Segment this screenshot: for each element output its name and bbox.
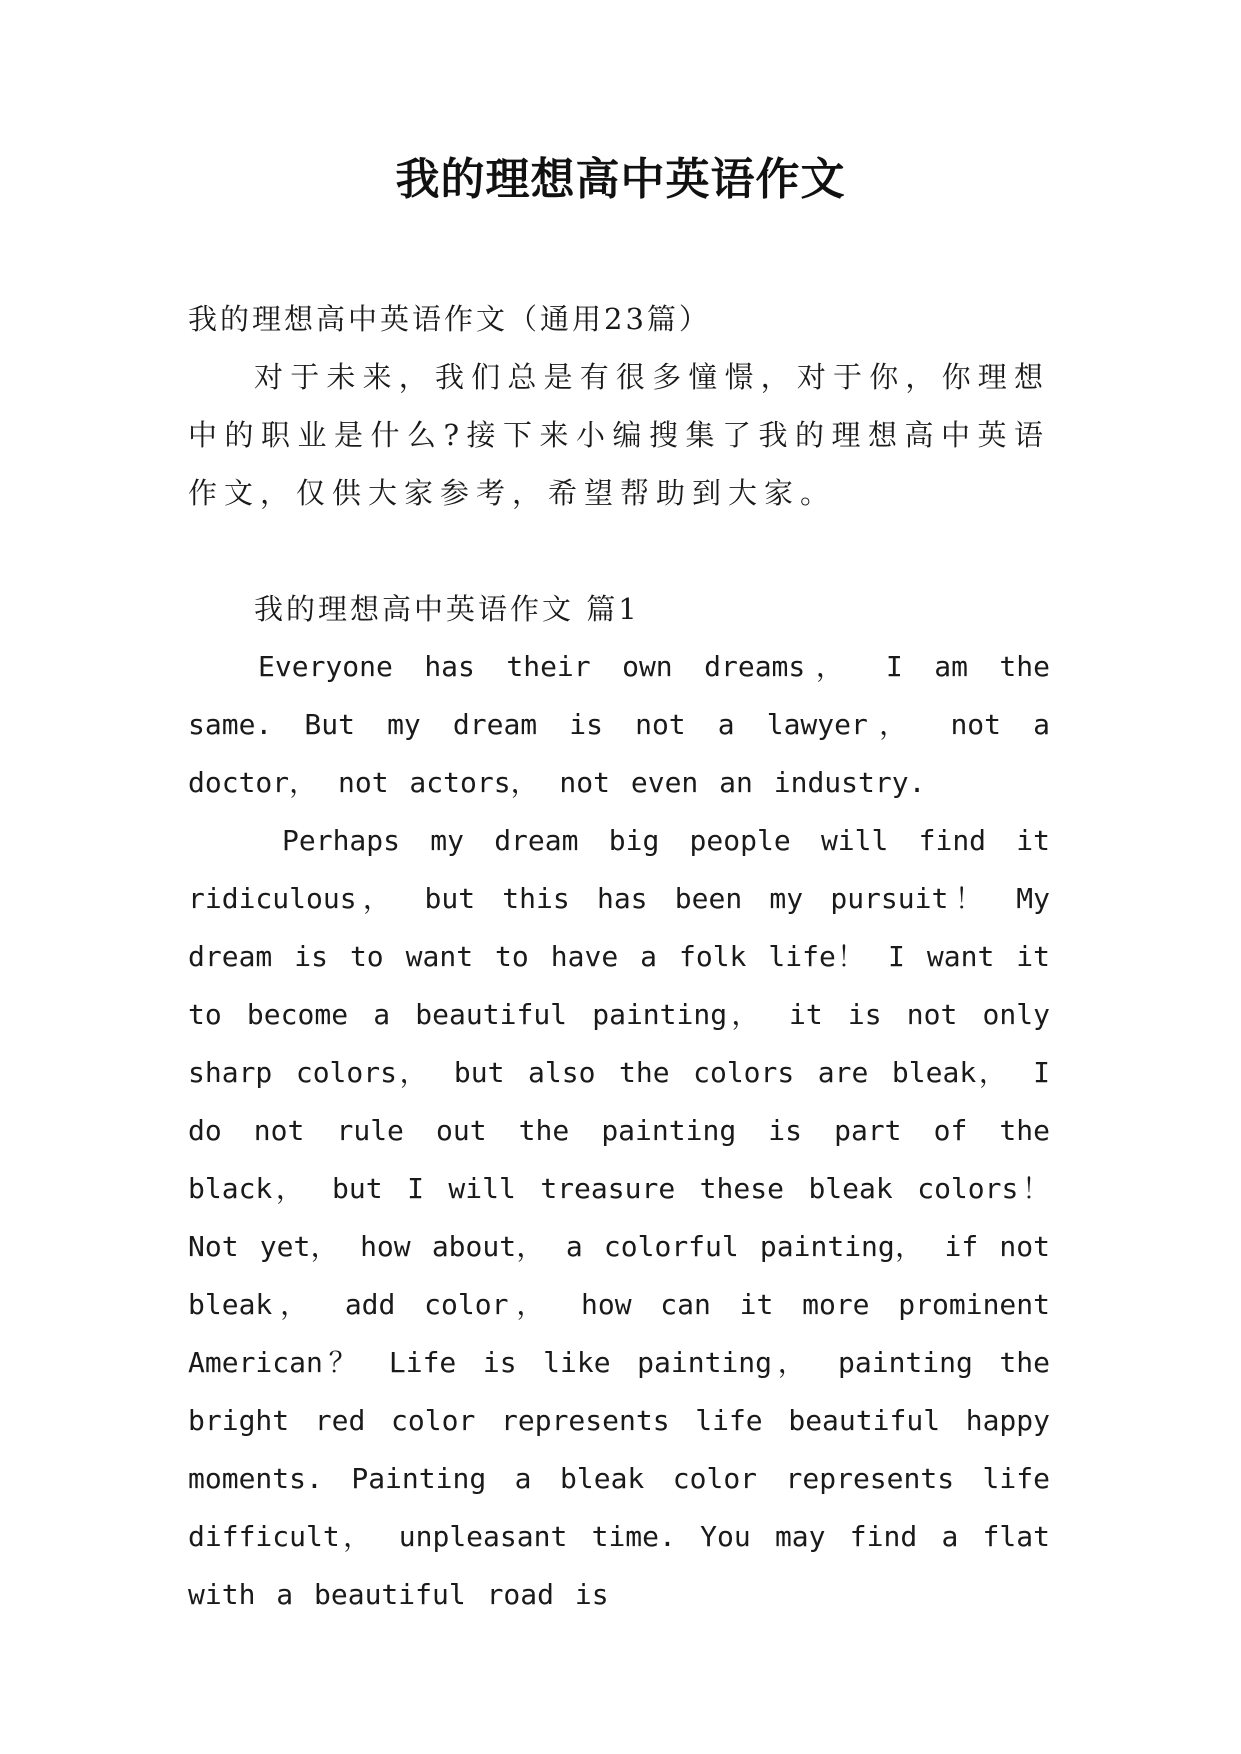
- essay-paragraph-2: Perhaps my dream big people will find it ridiculous， but this has been my pursuit！ My dream is to want to have a folk life！ I want it to become a beautiful painting， it is not only sharp colors， but also the colors are bleak， I do not rule out the painting is part of the black， but I will treasure these bleak colors！ Not yet， how about， a colorful painting， if not bleak， add color， how can it more prominent American？ Life is like painting， painting the bright red color represents life beautiful happy moments. Painting a bleak color represents life difficult， unpleasant time. You may find a flat with a beautiful road is: [188, 824, 1050, 1611]
- document-body: [188, 290, 1050, 1624]
- document-subtitle: 我的理想高中英语作文（通用23篇）: [188, 302, 711, 336]
- document-title: 我的理想高中英语作文: [395, 154, 846, 205]
- section-heading: 我的理想高中英语作文 篇1: [254, 592, 640, 626]
- essay-paragraph-1: Everyone has their own dreams， I am the same. But my dream is not a lawyer， not a doctor， not actors， not even an industry.: [188, 650, 1050, 799]
- intro-paragraph: 对于未来，我们总是有很多憧憬，对于你，你理想中的职业是什么?接下来小编搜集了我的理想高中英语作文，仅供大家参考，希望帮助到大家。: [188, 360, 1050, 510]
